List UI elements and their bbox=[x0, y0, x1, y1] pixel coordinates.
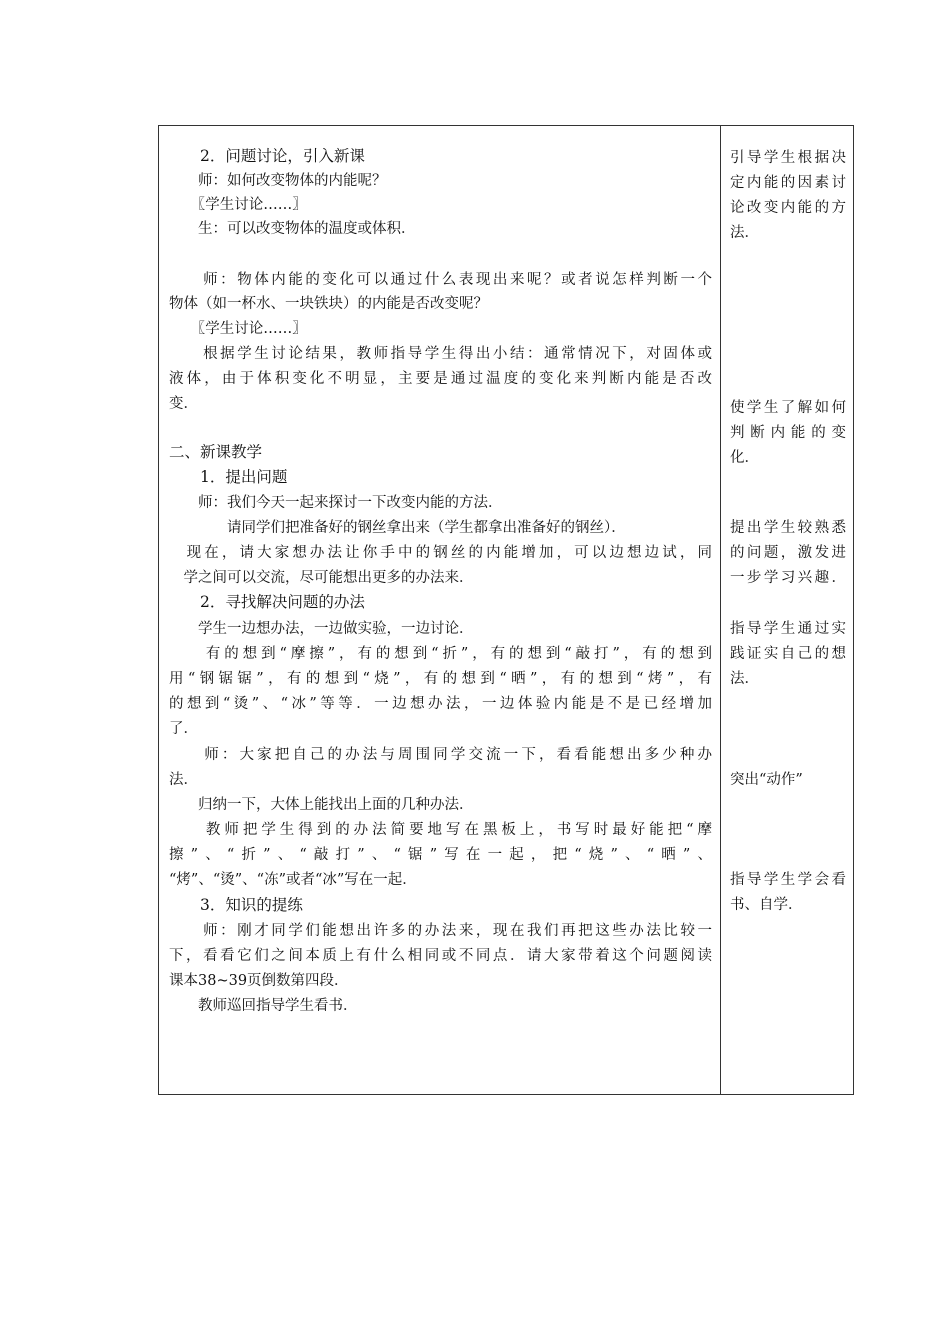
paragraph-line: 生：可以改变物体的温度或体积． bbox=[169, 221, 416, 237]
note-line: 法． bbox=[730, 225, 759, 241]
paragraph-line: 变． bbox=[169, 396, 198, 412]
paragraph-line: 根据学生讨论结果，教师指导学生得出小结：通常情况下，对固体或 bbox=[169, 346, 712, 362]
column-divider bbox=[720, 126, 721, 1094]
paragraph-line: 教师把学生得到的办法简要地写在黑板上，书写时最好能把“摩 bbox=[169, 822, 712, 838]
note-line: 一步学习兴趣． bbox=[730, 570, 846, 586]
paragraph-line: 师：刚才同学们能想出许多的办法来，现在我们再把这些办法比较一 bbox=[169, 923, 712, 939]
note-line: 化． bbox=[730, 450, 759, 466]
paragraph-line: 学之间可以交流，尽可能想出更多的办法来． bbox=[169, 570, 474, 586]
paragraph-line: 用“钢锯锯”，有的想到“烧”，有的想到“晒”，有的想到“烤”，有 bbox=[169, 671, 712, 687]
paragraph-line: 师：如何改变物体的内能呢？ bbox=[169, 173, 387, 189]
paragraph-line: 了． bbox=[169, 721, 198, 737]
subsection-heading: 2．问题讨论，引入新课 bbox=[169, 147, 365, 165]
section-heading: 二、新课教学 bbox=[169, 443, 263, 461]
paragraph-line: 师：大家把自己的办法与周围同学交流一下，看看能想出多少种办 bbox=[169, 747, 712, 763]
note-line: 论改变内能的方 bbox=[730, 200, 846, 216]
paragraph-line: “烤”、“烫”、“冻”或者“冰”写在一起． bbox=[169, 872, 417, 888]
note-line: 定内能的因素讨 bbox=[730, 175, 846, 191]
paragraph-line: 液体，由于体积变化不明显，主要是通过温度的变化来判断内能是否改 bbox=[169, 371, 712, 387]
note-line: 引导学生根据决 bbox=[730, 150, 846, 166]
paragraph-line: 请同学们把准备好的钢丝拿出来（学生都拿出准备好的钢丝）． bbox=[169, 520, 626, 536]
subsection-heading: 1．提出问题 bbox=[169, 468, 288, 486]
note-line: 提出学生较熟悉 bbox=[730, 520, 846, 536]
paragraph-line: 物体（如一杯水、一块铁块）的内能是否改变呢？ bbox=[169, 296, 488, 312]
paragraph-line: 学生一边想办法，一边做实验，一边讨论． bbox=[169, 621, 474, 637]
paragraph-line: 师：我们今天一起来探讨一下改变内能的方法． bbox=[169, 495, 503, 511]
paragraph-line: 〖学生讨论……〗 bbox=[169, 197, 307, 213]
note-line: 践证实自己的想 bbox=[730, 646, 846, 662]
note-line: 书、自学． bbox=[730, 897, 803, 913]
paragraph-line: 师：物体内能的变化可以通过什么表现出来呢？或者说怎样判断一个 bbox=[169, 272, 712, 288]
paragraph-line: 有的想到“摩擦”，有的想到“折”，有的想到“敲打”，有的想到 bbox=[169, 646, 712, 662]
note-line: 使学生了解如何 bbox=[730, 400, 846, 416]
paragraph-line: 的想到“烫”、“冰”等等．一边想办法，一边体验内能是不是已经增加 bbox=[169, 696, 712, 712]
paragraph-line: 下，看看它们之间本质上有什么相同或不同点．请大家带着这个问题阅读 bbox=[169, 948, 712, 964]
note-line: 指导学生通过实 bbox=[730, 621, 846, 637]
subsection-heading: 2．寻找解决问题的办法 bbox=[169, 593, 365, 611]
lesson-table bbox=[158, 125, 854, 1095]
note-line: 突出“动作” bbox=[730, 772, 803, 788]
paragraph-line: 擦”、“折”、“敲打”、“锯”写在一起，把“烧”、“晒”、 bbox=[169, 847, 712, 863]
note-line: 判断内能的变 bbox=[730, 425, 846, 441]
note-line: 的问题，激发进 bbox=[730, 545, 846, 561]
note-line: 指导学生学会看 bbox=[730, 872, 846, 888]
paragraph-line: 现在，请大家想办法让你手中的钢丝的内能增加，可以边想边试，同 bbox=[169, 545, 712, 561]
note-line: 法． bbox=[730, 671, 759, 687]
paragraph-line: 课本38~39页倒数第四段． bbox=[169, 973, 349, 989]
paragraph-line: 〖学生讨论……〗 bbox=[169, 321, 307, 337]
paragraph-line: 法． bbox=[169, 772, 198, 788]
paragraph-line: 教师巡回指导学生看书． bbox=[169, 998, 358, 1014]
subsection-heading: 3．知识的提练 bbox=[169, 896, 303, 914]
paragraph-line: 归纳一下，大体上能找出上面的几种办法． bbox=[169, 797, 474, 813]
